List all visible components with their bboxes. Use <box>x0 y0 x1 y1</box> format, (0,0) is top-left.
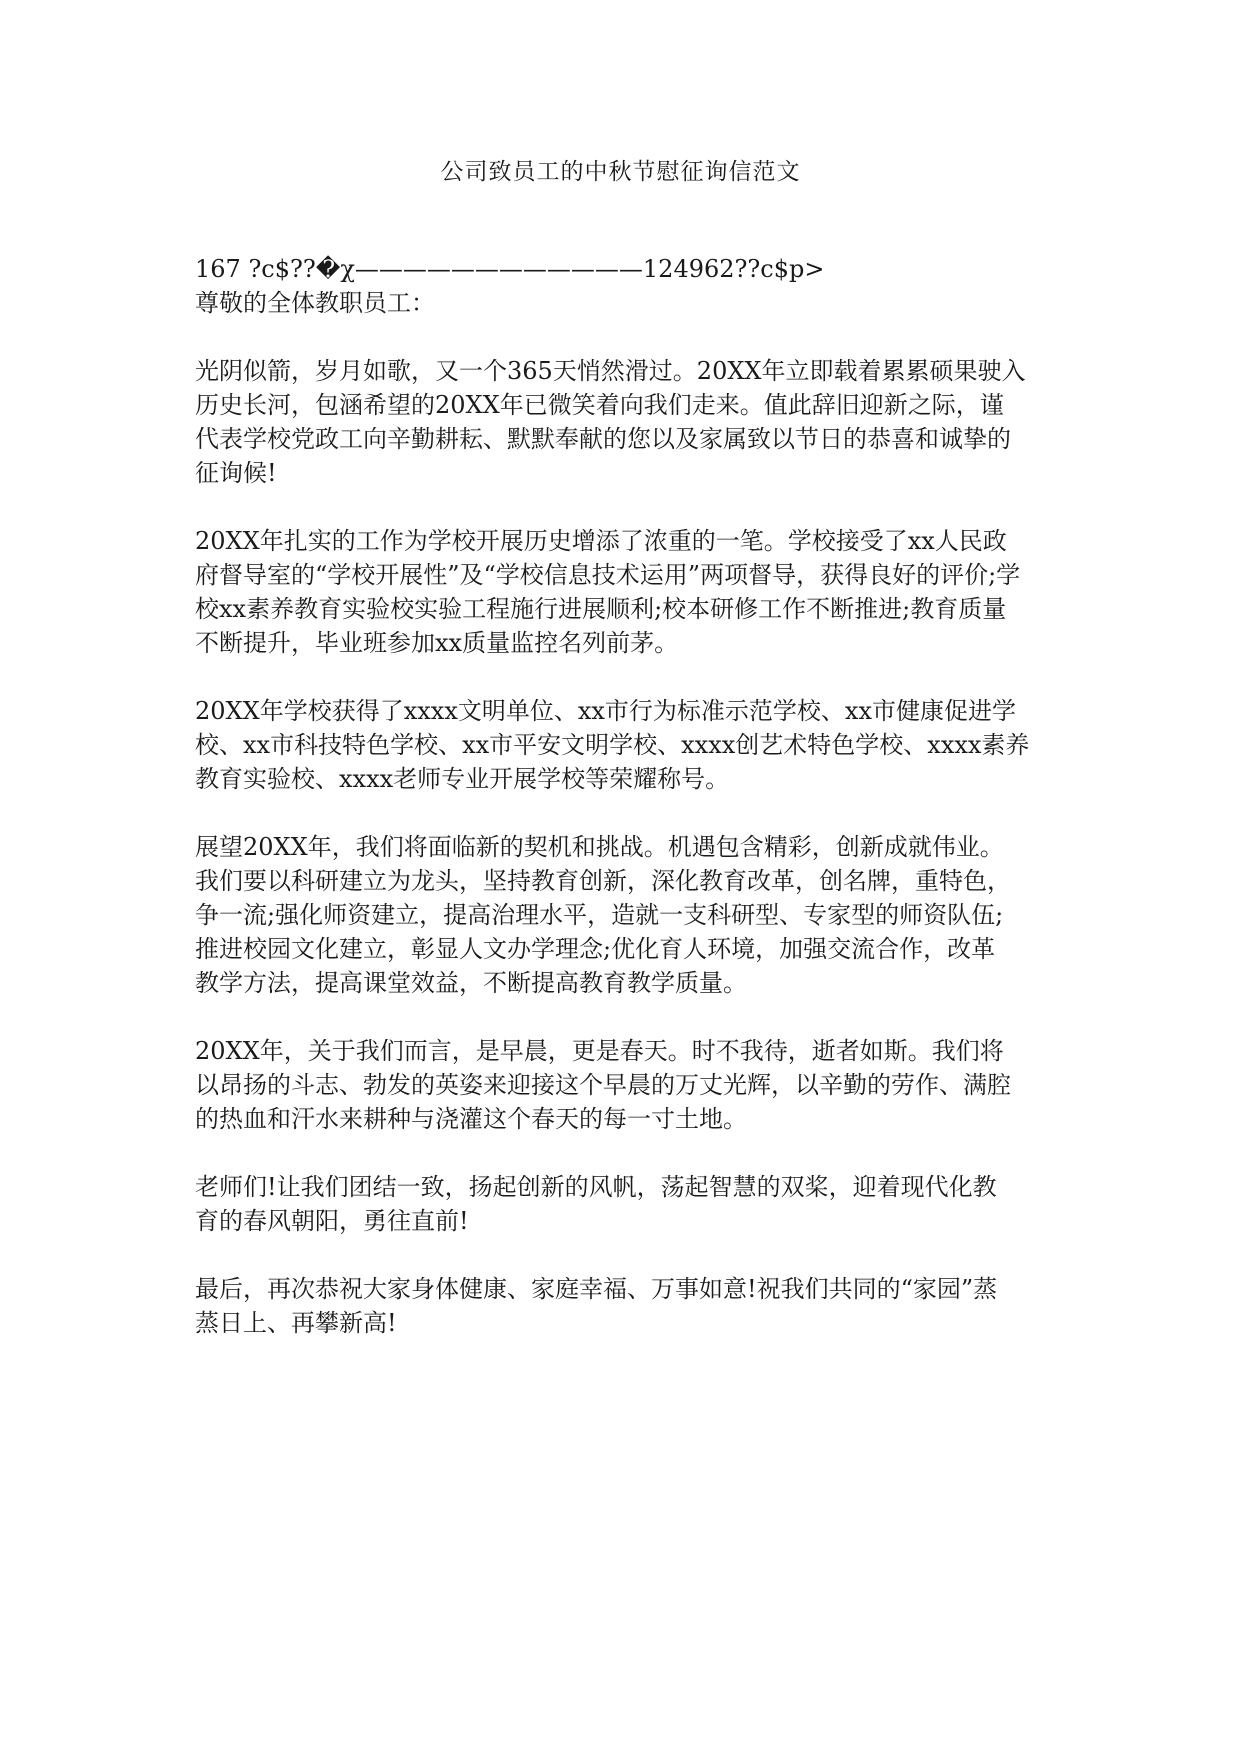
paragraph-line: 校、xx市科技特色学校、xx市平安文明学校、xxxx创艺术特色学校、xxxx素养 <box>195 731 1030 759</box>
paragraph-line: 历史长河，包涵希望的20XX年已微笑着向我们走来。值此辞旧迎新之际，谨 <box>195 391 1004 419</box>
header-line: 167 ?c$??�χ————————————124962??c$p> <box>195 255 825 283</box>
paragraph-6 <box>195 1170 1053 1238</box>
paragraph-line: 老师们!让我们团结一致，扬起创新的风帆，荡起智慧的双桨，迎着现代化教 <box>195 1173 997 1201</box>
paragraph-line: 光阴似箭，岁月如歌，又一个365天悄然滑过。20XX年立即载着累累硕果驶入 <box>195 357 1026 385</box>
paragraph-5 <box>195 1034 1053 1136</box>
paragraph-line: 展望20XX年，我们将面临新的契机和挑战。机遇包含精彩，创新成就伟业。 <box>195 833 1004 861</box>
paragraph-line: 20XX年学校获得了xxxx文明单位、xx市行为标准示范学校、xx市健康促进学 <box>195 697 1016 725</box>
paragraph-line: 20XX年，关于我们而言，是早晨，更是春天。时不我待，逝者如斯。我们将 <box>195 1037 1004 1065</box>
paragraph-line: 教育实验校、xxxx老师专业开展学校等荣耀称号。 <box>195 765 730 793</box>
paragraph-line: 争一流;强化师资建立，提高治理水平，造就一支科研型、专家型的师资队伍; <box>195 901 1004 929</box>
paragraph-line: 以昂扬的斗志、勃发的英姿来迎接这个早晨的万丈光辉，以辛勤的劳作、满腔 <box>195 1071 1011 1099</box>
paragraph-line: 教学方法，提高课堂效益，不断提高教育教学质量。 <box>195 969 747 997</box>
paragraph-3 <box>195 694 1053 796</box>
salutation: 尊敬的全体教职员工： <box>195 289 435 317</box>
paragraph-line: 征询候! <box>195 459 277 487</box>
paragraph-line: 不断提升，毕业班参加xx质量监控名列前茅。 <box>195 629 679 657</box>
paragraph-line: 的热血和汗水来耕种与浇灌这个春天的每一寸土地。 <box>195 1105 747 1133</box>
paragraph-2 <box>195 524 1053 660</box>
paragraph-line: 校xx素养教育实验校实验工程施行进展顺利;校本研修工作不断推进;教育质量 <box>195 595 1007 623</box>
paragraph-line: 代表学校党政工向辛勤耕耘、默默奉献的您以及家属致以节日的恭喜和诚挚的 <box>195 425 1011 453</box>
paragraph-line: 推进校园文化建立，彰显人文办学理念;优化育人环境，加强交流合作，改革 <box>195 935 996 963</box>
paragraph-line: 最后，再次恭祝大家身体健康、家庭幸福、万事如意!祝我们共同的“家园”蒸 <box>195 1275 998 1303</box>
document-title: 公司致员工的中秋节慰征询信范文 <box>440 159 801 185</box>
document-body <box>195 252 1053 1340</box>
paragraph-1 <box>195 354 1053 490</box>
paragraph-7 <box>195 1272 1053 1340</box>
paragraph-line: 育的春风朝阳，勇往直前! <box>195 1207 469 1235</box>
paragraph-line: 府督导室的“学校开展性”及“学校信息技术运用”两项督导，获得良好的评价;学 <box>195 561 1021 589</box>
paragraph-4 <box>195 830 1053 1000</box>
paragraph-line: 20XX年扎实的工作为学校开展历史增添了浓重的一笔。学校接受了xx人民政 <box>195 527 1007 555</box>
paragraph-line: 蒸日上、再攀新高! <box>195 1309 397 1337</box>
paragraph-line: 我们要以科研建立为龙头，坚持教育创新，深化教育改革，创名牌，重特色， <box>195 867 1011 895</box>
